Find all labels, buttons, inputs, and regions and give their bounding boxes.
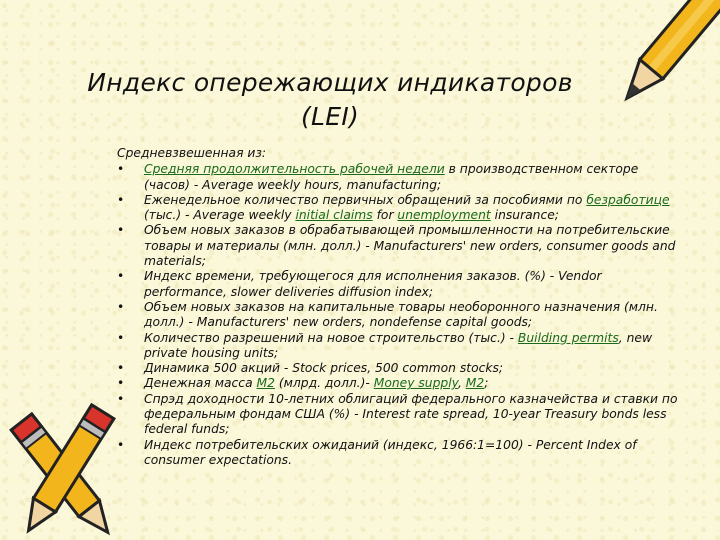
crossed-pencils-icon (0, 398, 135, 540)
list-item: • Индекс потребительских ожиданий (индекс, 1966:1=100) - Percent Index of consumer expectations. (117, 438, 687, 469)
list-item: • Объем новых заказов в обрабатывающей промышленности на потребительские товары и материалы (млн. долл.) - Manufacturers' new orders, consumer goods and materials; (117, 223, 687, 269)
link-unemployment-ru[interactable]: безработице (586, 192, 670, 207)
intro-text: Средневзвешенная из: (117, 146, 267, 160)
list-item: • Динамика 500 акций - Stock prices, 500 common stocks; (117, 361, 687, 376)
list-item: • Объем новых заказов на капитальные товары необоронного назначения (млн. долл.) - Manufacturers' new orders, nondefense capital goods; (117, 300, 687, 331)
link-working-week[interactable]: Средняя продолжительность рабочей недели (144, 162, 445, 177)
page-title (60, 66, 600, 134)
title-line-2: (LEI) (300, 102, 360, 131)
indicator-list (117, 162, 687, 468)
link-money-supply[interactable]: Money supply (373, 376, 458, 391)
list-item: • Денежная масса M2 (млрд. долл.)- Money supply, M2; (117, 376, 687, 391)
title-line-1: Индекс опережающих индикаторов (87, 68, 573, 97)
list-item: • Еженедельное количество первичных обращений за пособиями по безработице (тыс.) - Average weekly initial claims for unemployment insurance; (117, 193, 687, 224)
link-building-permits[interactable]: Building permits (517, 330, 619, 345)
list-item: • Спрэд доходности 10-летних облигаций федерального казначейства и ставки по федеральным фондам США (%) - Interest rate spread, 10-year Treasury bonds less federal funds; (117, 392, 687, 438)
link-m2[interactable]: M2 (256, 376, 275, 391)
link-unemployment[interactable]: unemployment (397, 208, 491, 223)
list-item: • Средняя продолжительность рабочей недели в производственном секторе (часов) - Average weekly hours, manufacturing; (117, 162, 687, 193)
list-item: • Количество разрешений на новое строительство (тыс.) - Building permits, new private housing units; (117, 331, 687, 362)
link-initial-claims[interactable]: initial claims (295, 208, 373, 223)
link-m2-second[interactable]: M2 (465, 376, 485, 391)
pencil-icon-top-right (598, 0, 720, 120)
content-body (117, 146, 687, 468)
list-item: • Индекс времени, требующегося для исполнения заказов. (%) - Vendor performance, slower deliveries diffusion index; (117, 269, 687, 300)
